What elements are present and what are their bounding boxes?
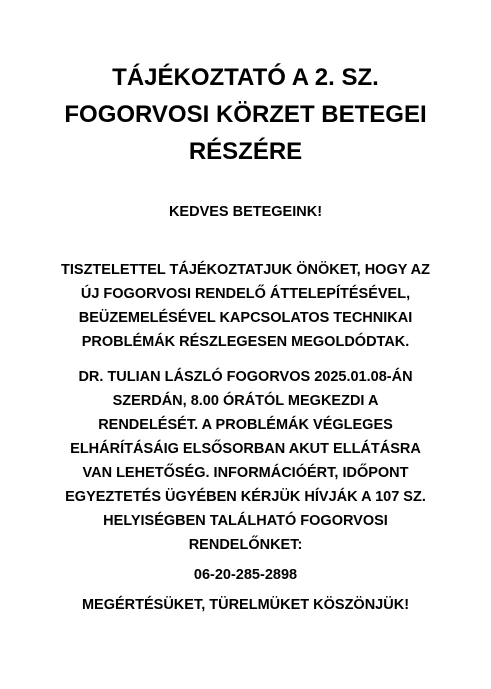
paragraph-line: HELYISÉGBEN TALÁLHATÓ FOGORVOSI [103, 513, 388, 529]
paragraph-line: RENDELŐNKET: [188, 537, 303, 553]
title-line: FOGORVOSI KÖRZET BETEGEI [64, 101, 427, 128]
paragraph-line: VAN LEHETŐSÉG. INFORMÁCIÓÉRT, IDŐPONT [82, 465, 409, 481]
greeting: KEDVES BETEGEINK! [168, 204, 323, 220]
paragraph-office-hours [20, 365, 471, 557]
title-line: RÉSZÉRE [188, 138, 303, 165]
phone-number: 06-20-285-2898 [193, 567, 298, 583]
paragraph-line: BEÜZEMELÉSÉVEL KAPCSOLATOS TECHNIKAI [78, 310, 413, 326]
closing-line: MEGÉRTÉSÜKET, TÜRELMÜKET KÖSZÖNJÜK! [81, 597, 410, 613]
paragraph-line: PROBLÉMÁK RÉSZLEGESEN MEGOLDÓDTAK. [81, 334, 410, 350]
paragraph-technical-problems [20, 258, 471, 354]
paragraph-line: ÚJ FOGORVOSI RENDELŐ ÁTTELEPÍTÉSÉVEL, [80, 286, 411, 302]
paragraph-line: TISZTELETTEL TÁJÉKOZTATJUK ÖNÖKET, HOGY AZ [61, 262, 430, 278]
title-line: TÁJÉKOZTATÓ A 2. SZ. [112, 64, 379, 91]
notice-title [20, 59, 471, 170]
paragraph-line: DR. TULIAN LÁSZLÓ FOGORVOS 2025.01.08-ÁN [78, 369, 413, 385]
paragraph-line: EGYEZTETÉS ÜGYÉBEN KÉRJÜK HÍVJÁK A 107 SZ. [65, 489, 426, 505]
paragraph-line: ELHÁRÍTÁSÁIG ELSŐSORBAN AKUT ELLÁTÁSRA [70, 441, 421, 457]
paragraph-line: SZERDÁN, 8.00 ÓRÁTÓL MEGKEZDI A [112, 393, 379, 409]
paragraph-line: RENDELÉSÉT. A PROBLÉMÁK VÉGLEGES [98, 417, 393, 433]
